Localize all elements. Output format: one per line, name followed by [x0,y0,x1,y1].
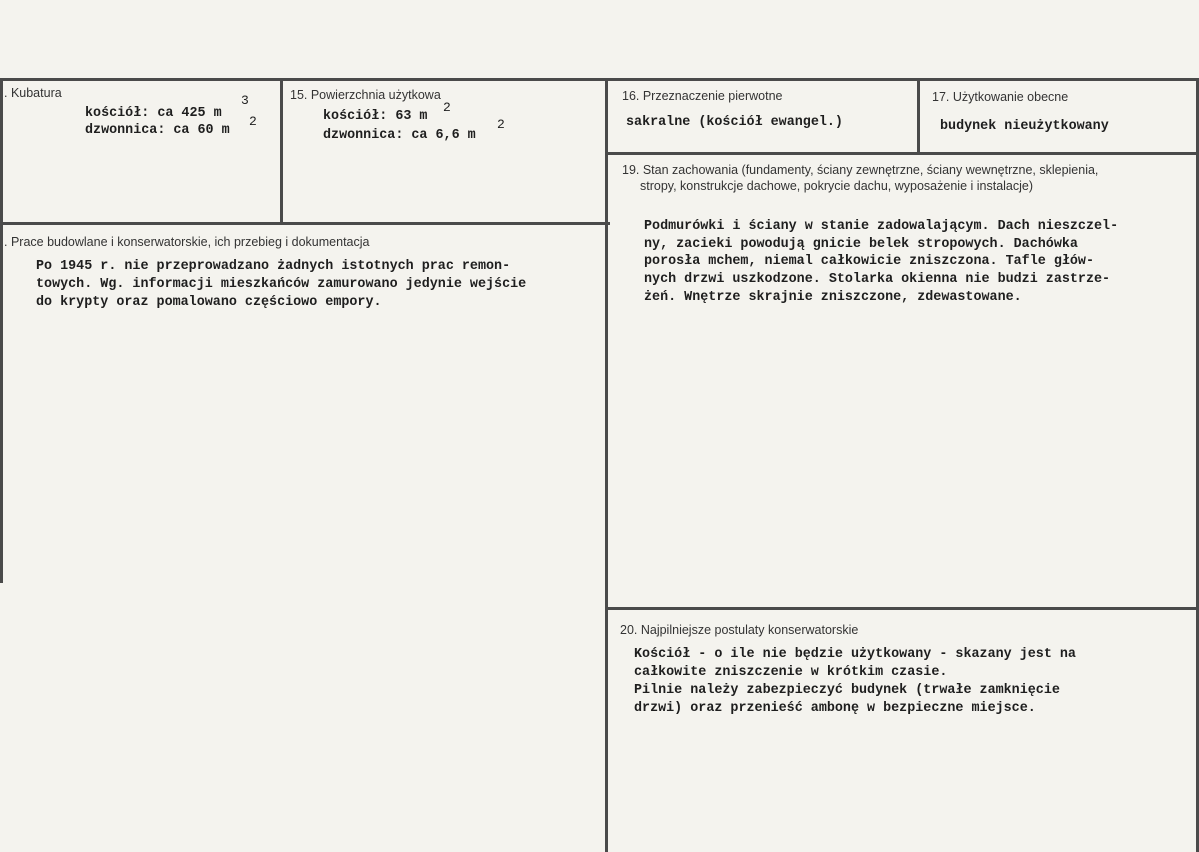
prace-line: Po 1945 r. nie przeprowadzano żadnych istotnych prac remon- [36,259,511,274]
powierzchnia-line1: kościół: 63 m [323,109,428,124]
kubatura-sup1: 3 [241,93,249,108]
kubatura-line1: kościół: ca 425 m [85,106,222,121]
divider-16-17 [917,78,920,154]
top-rule [0,78,1199,81]
postulaty-line: całkowite zniszczenie w krótkim czasie. [634,665,948,680]
powierzchnia-line2: dzwonnica: ca 6,6 m [323,128,476,143]
kubatura-label: . Kubatura [4,86,62,100]
divider-center [605,78,608,852]
divider-14-15 [280,78,283,224]
kubatura-sup2: 2 [249,114,257,129]
stan-line: nych drzwi uszkodzone. Stolarka okienna nie budzi zastrze- [644,272,1111,287]
postulaty-line: Pilnie należy zabezpieczyć budynek (trwałe zamknięcie [634,683,1060,698]
uzytkowanie-value: budynek nieużytkowany [940,119,1109,134]
rule-under-kubatura [0,222,610,225]
stan-line: żeń. Wnętrze skrajnie zniszczone, zdewastowane. [644,290,1022,305]
rule-under-16-17 [607,152,1199,155]
stan-label-line2: stropy, konstrukcje dachowe, pokrycie dachu, wyposażenie i instalacje) [640,179,1034,193]
przeznaczenie-label: 16. Przeznaczenie pierwotne [622,89,783,103]
postulaty-line: drzwi) oraz przenieść ambonę w bezpieczne miejsce. [634,701,1036,716]
rule-above-20 [607,607,1199,610]
prace-line: do krypty oraz pomalowano częściowo empory. [36,295,382,310]
prace-label: . Prace budowlane i konserwatorskie, ich przebieg i dokumentacja [4,235,370,249]
stan-line: porosła mchem, niemal całkowicie zniszczona. Tafle głów- [644,254,1094,269]
stan-label-line1: 19. Stan zachowania (fundamenty, ściany zewnętrzne, ściany wewnętrzne, sklepienia, [622,163,1099,177]
przeznaczenie-value: sakralne (kościół ewangel.) [626,115,843,130]
powierzchnia-label: 15. Powierzchnia użytkowa [290,88,441,102]
divider-left [0,78,3,583]
kubatura-line2: dzwonnica: ca 60 m [85,123,230,138]
postulaty-label: 20. Najpilniejsze postulaty konserwatorskie [620,623,859,637]
stan-line: ny, zacieki powodują gnicie belek stropowych. Dachówka [644,237,1078,252]
stan-line: Podmurówki i ściany w stanie zadowalającym. Dach nieszczel- [644,219,1119,234]
powierzchnia-sup2: 2 [497,117,505,132]
uzytkowanie-label: 17. Użytkowanie obecne [932,90,1069,104]
powierzchnia-sup1: 2 [443,100,451,115]
prace-line: towych. Wg. informacji mieszkańców zamurowano jedynie wejście [36,277,527,292]
postulaty-line: Kościół - o ile nie będzie użytkowany - skazany jest na [634,647,1076,662]
